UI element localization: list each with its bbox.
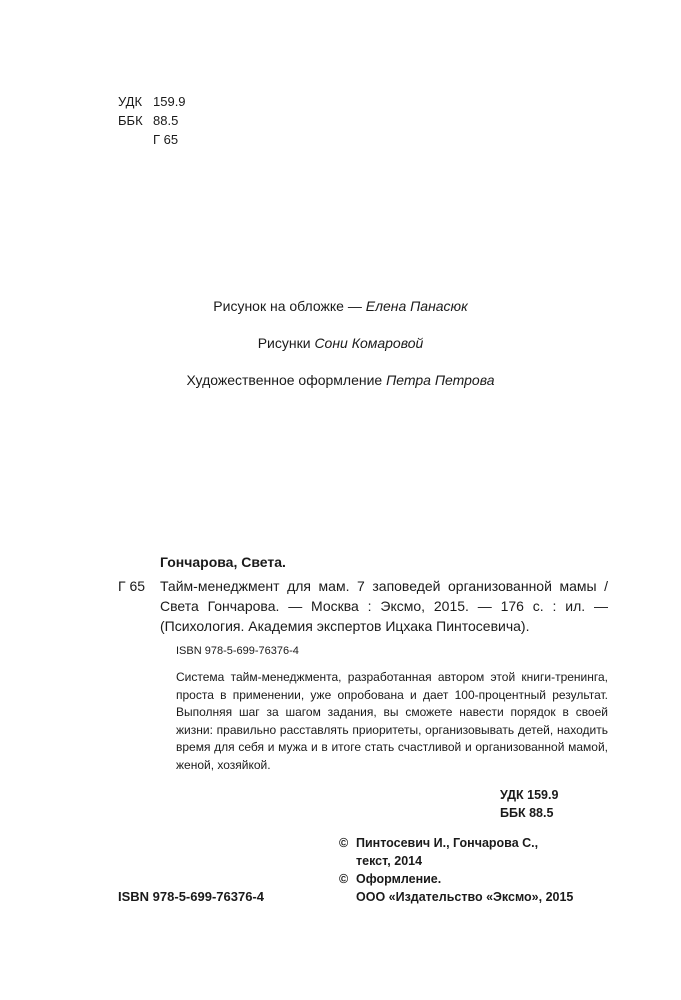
bbk-label: ББК	[118, 113, 143, 128]
copyright-text	[339, 834, 573, 870]
record-description: Тайм-менеджмент для мам. 7 заповедей организованной мамы / Света Гончарова. — Москва : Эксмо, 2015. — 176 с. : ил. — (Психология. Академия экспертов Ицхака Пинтосевича).	[160, 578, 608, 634]
copyright-icon: ©	[339, 872, 349, 886]
copyright-design-line2: ООО «Издательство «Эксмо», 2015	[356, 890, 574, 904]
bibliographic-record	[118, 552, 608, 774]
credit-illustrations	[0, 333, 681, 370]
record-author: Гончарова, Света.	[160, 554, 286, 570]
credit-cover	[0, 296, 681, 333]
isbn-main: ISBN 978-5-699-76376-4	[118, 889, 264, 904]
credit-illustrations-name: Сони Комаровой	[314, 335, 424, 351]
udk-row	[118, 92, 186, 111]
copyright-design	[339, 870, 573, 906]
copyright-text-line2: текст, 2014	[356, 854, 423, 868]
copyright-text-line1: Пинтосевич И., Гончарова С.,	[356, 836, 539, 850]
bbk-value: 88.5	[153, 113, 179, 128]
credit-design	[0, 370, 681, 407]
udk-bold: УДК 159.9	[500, 788, 559, 802]
record-entry	[118, 576, 608, 636]
credit-design-prefix: Художественное оформление	[186, 372, 387, 388]
credit-design-name: Петра Петрова	[386, 372, 495, 388]
credit-illustrations-prefix: Рисунки	[257, 335, 315, 351]
udk-value: 159.9	[153, 94, 186, 109]
record-annotation: Система тайм-менеджмента, разработанная автором этой книги-тренинга, проста в применении, уже опробована и дает 100-процентный результат. Выполняя шаг за шагом задания, вы сможете навести порядок в своей жизни: правильно расставлять приоритеты, организовывать детей, находить время для себя и мужа и в итоге стать счастливой и организованной мамой, женой, хозяйкой.	[176, 670, 608, 772]
classification-codes	[118, 92, 186, 149]
copyright-icon: ©	[339, 836, 349, 850]
udk-label: УДК	[118, 94, 143, 109]
author-mark: Г 65	[153, 132, 179, 147]
bbk-row	[118, 111, 186, 130]
bbk-bold: ББК 88.5	[500, 806, 554, 820]
credits-block	[0, 296, 681, 407]
copyright-design-line1: Оформление.	[356, 872, 442, 886]
classification-codes-bold	[500, 786, 558, 822]
record-isbn: ISBN 978-5-699-76376-4	[176, 645, 299, 657]
credit-cover-prefix: Рисунок на обложке —	[213, 298, 366, 314]
copyright-block	[339, 834, 573, 906]
record-code: Г 65	[118, 578, 146, 594]
credit-cover-name: Елена Панасюк	[365, 298, 468, 314]
author-mark-row	[118, 130, 186, 149]
